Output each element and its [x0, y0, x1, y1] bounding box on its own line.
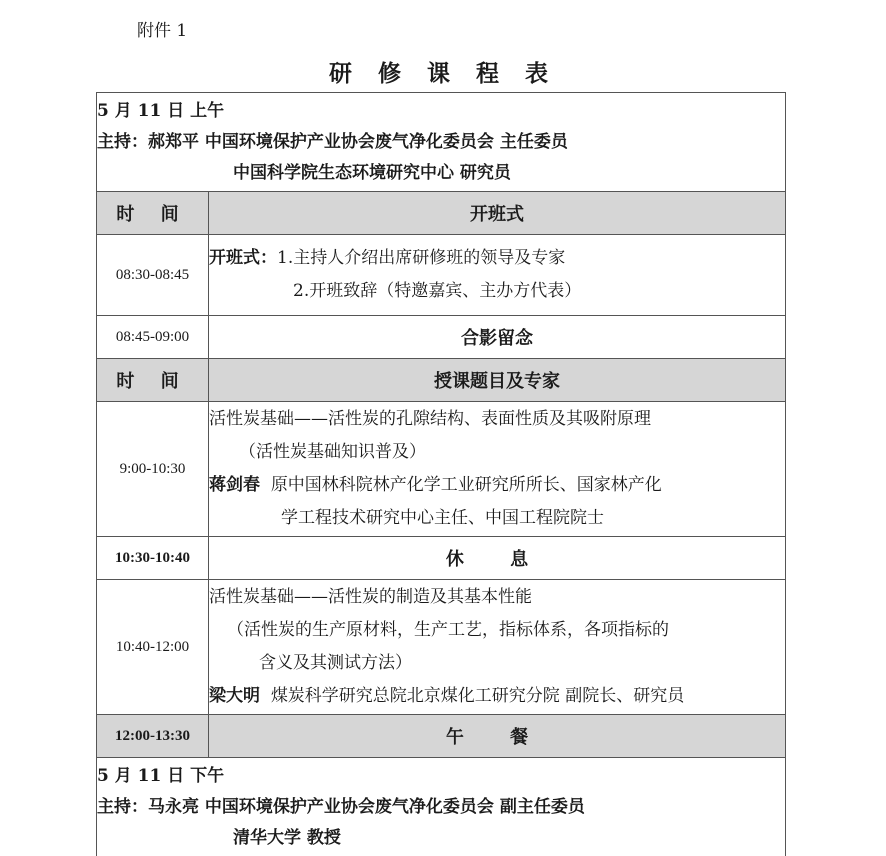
opening-label: 开班式：	[209, 248, 277, 268]
opening-item-1: 1.主持人介绍出席研修班的领导及专家	[277, 248, 565, 268]
lecture-2-title: 活性炭基础——活性炭的制造及其基本性能	[209, 581, 785, 614]
afternoon-section	[97, 758, 786, 856]
opening-item-2: 2.开班致辞（特邀嘉宾、主办方代表）	[209, 275, 785, 308]
lunch-title: 午 餐	[446, 727, 548, 748]
lecture-1-subtitle: （活性炭基础知识普及）	[209, 436, 785, 469]
lunch-row	[97, 715, 786, 758]
afternoon-host-line2: 清华大学 教授	[97, 823, 785, 854]
morning-host-line2: 中国科学院生态环境研究中心 研究员	[97, 158, 785, 189]
time-header: 时 间	[116, 371, 188, 392]
time-cell: 08:30-08:45	[97, 235, 209, 316]
lecture-1-title: 活性炭基础——活性炭的孔隙结构、表面性质及其吸附原理	[209, 403, 785, 436]
time-header: 时 间	[116, 204, 188, 225]
lecture-2-subtitle: （活性炭的生产原材料，生产工艺，指标体系，各项指标的	[209, 614, 785, 647]
lecturer-1-desc-cont: 学工程技术研究中心主任、中国工程院院士	[209, 502, 785, 535]
photo-session: 合影留念	[209, 316, 786, 359]
morning-host-label: 主持：	[97, 132, 148, 152]
lecturer-1-desc: 原中国林科院林产化学工业研究所所长、国家林产化	[271, 475, 662, 495]
table-row	[97, 402, 786, 537]
morning-host-line1: 郝郑平 中国环境保护产业协会废气净化委员会 主任委员	[148, 132, 568, 152]
time-cell: 10:40-12:00	[97, 580, 209, 715]
morning-section	[97, 93, 786, 192]
page-title: 研 修 课 程 表	[0, 55, 886, 88]
table-row	[97, 580, 786, 715]
opening-header: 开班式	[209, 192, 786, 235]
time-cell: 9:00-10:30	[97, 402, 209, 537]
break-title: 休 息	[446, 549, 548, 570]
table-row	[97, 537, 786, 580]
lecturer-2-desc: 煤炭科学研究总院北京煤化工研究分院 副院长、研究员	[271, 686, 684, 706]
afternoon-host-label: 主持：	[97, 797, 148, 817]
morning-date: 5 月 11 日 上午	[97, 96, 785, 127]
time-cell: 12:00-13:30	[97, 715, 209, 758]
header-row-lectures	[97, 359, 786, 402]
table-row	[97, 316, 786, 359]
lecturer-2-name: 梁大明	[209, 686, 260, 706]
lecturer-1-name: 蒋剑春	[209, 475, 260, 495]
header-row-opening	[97, 192, 786, 235]
afternoon-host-line1: 马永亮 中国环境保护产业协会废气净化委员会 副主任委员	[148, 797, 585, 817]
time-cell: 08:45-09:00	[97, 316, 209, 359]
table-row	[97, 235, 786, 316]
lectures-header: 授课题目及专家	[209, 359, 786, 402]
lecture-2-subtitle-cont: 含义及其测试方法）	[209, 647, 785, 680]
afternoon-date: 5 月 11 日 下午	[97, 761, 785, 792]
time-cell: 10:30-10:40	[97, 537, 209, 580]
attachment-label: 附件 1	[137, 16, 187, 41]
schedule-table	[96, 92, 786, 856]
